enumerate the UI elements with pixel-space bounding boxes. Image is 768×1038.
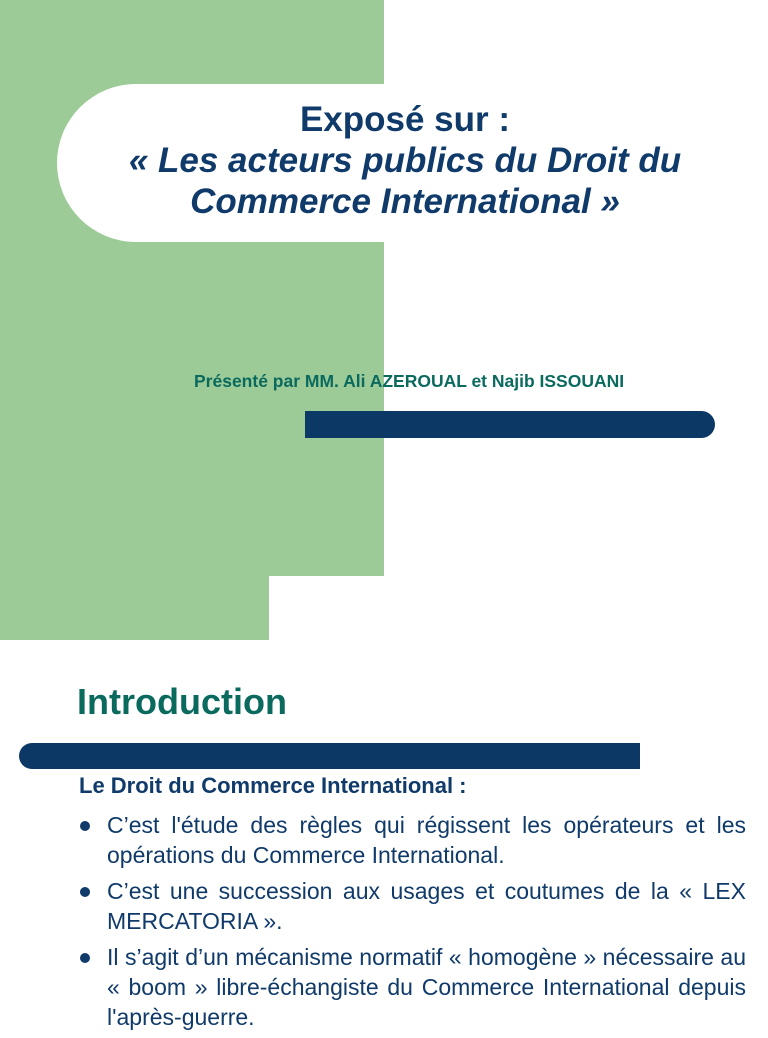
title-line-3: Commerce International » (190, 182, 620, 221)
bullet-item (76, 876, 746, 936)
green-background-step (0, 576, 269, 640)
bullet-dot-icon (80, 887, 90, 897)
bullet-item (76, 810, 746, 870)
decorative-bar-bottom (19, 743, 640, 769)
presenter-credit: Présenté par MM. Ali AZEROUAL et Najib ISSOUANI (194, 371, 625, 391)
bullet-dot-icon (80, 953, 90, 963)
section-subtitle: Le Droit du Commerce International : (79, 773, 467, 798)
slide-title (95, 100, 715, 222)
bullet-item (76, 942, 746, 1032)
bullet-text: Il s’agit d’un mécanisme normatif « homogène » nécessaire au « boom » libre-échangiste du Commerce International depuis l'après-guerre. (107, 944, 746, 1030)
bullet-text: C’est l'étude des règles qui régissent les opérateurs et les opérations du Commerce International. (107, 812, 746, 868)
bullet-text: C’est une succession aux usages et coutumes de la « LEX MERCATORIA ». (107, 878, 746, 934)
decorative-bar-top (305, 411, 715, 438)
title-line-2: « Les acteurs publics du Droit du (128, 141, 682, 180)
title-line-1: Exposé sur : (299, 100, 511, 139)
bullet-list (76, 810, 746, 1038)
bullet-dot-icon (80, 821, 90, 831)
section-title: Introduction (77, 681, 287, 722)
